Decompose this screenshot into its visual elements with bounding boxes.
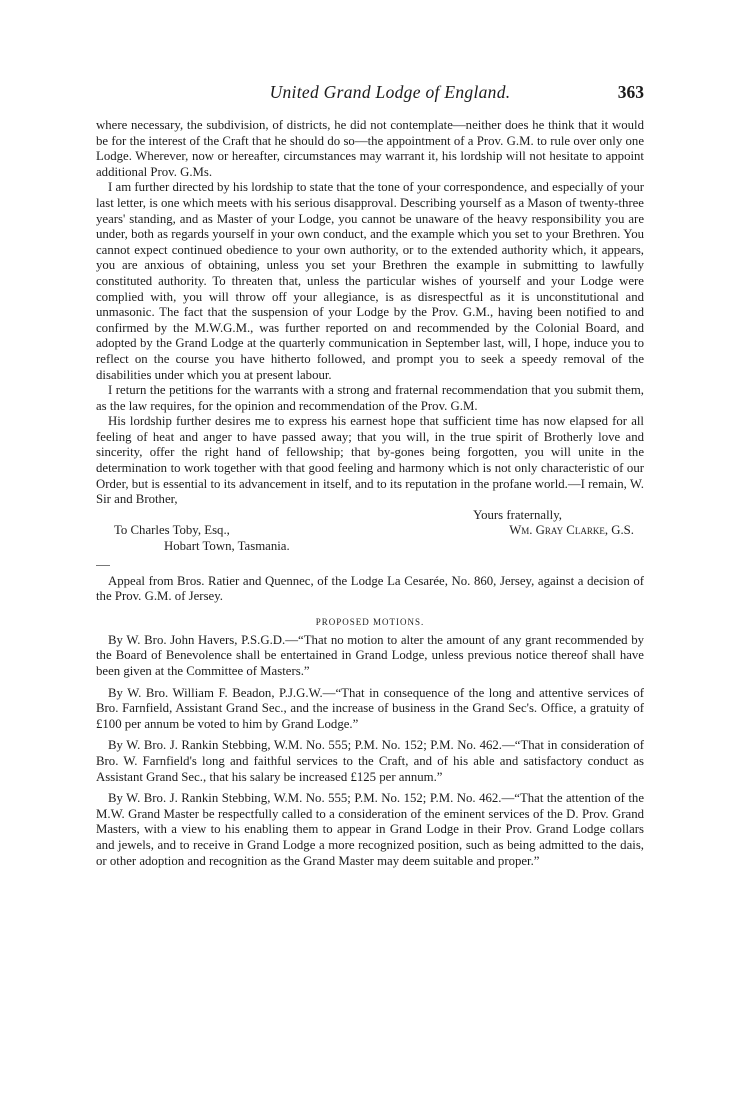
letter-author: Wm. Gray Clarke, G.S. [509,523,634,538]
motion-item: By W. Bro. John Havers, P.S.G.D.—“That no motion to alter the amount of any grant recommended by the Board of Benevolence shall be entertained in Grand Lodge, unless previous notice thereof shall have been given at the Committee of Masters.” [96,632,644,678]
running-title: United Grand Lodge of England. [269,82,511,102]
page-number: 363 [617,82,644,102]
letter-paragraph: I return the petitions for the warrants with a strong and fraternal recommendation that you submit them, as the law requires, for the opinion and recommendation of the Prov. G.M. [96,383,644,413]
section-divider [96,565,110,566]
signature-row [96,523,644,539]
motion-item: By W. Bro. J. Rankin Stebbing, W.M. No. 555; P.M. No. 152; P.M. No. 462.—“That the attention of the M.W. Grand Master be respectfully called to a consideration of the eminent services of the D. Prov. Grand Masters, with a view to his enabling them to appear in Grand Lodge in their Prov. Grand Lodge collars and jewels, and to receive in Grand Lodge a more recognized position, such as being admitted to the dais, or other adoption and recognition as the Grand Master may deem suitable and proper.” [96,791,644,868]
section-heading: PROPOSED MOTIONS. [315,616,425,627]
letter-closing: Yours fraternally, [473,507,562,522]
running-header [96,82,644,108]
letter-recipient: To Charles Toby, Esq., [114,523,230,538]
motions-list [96,633,644,869]
motion-item: By W. Bro. William F. Beadon, P.J.G.W.—“That in consequence of the long and attentive services of Bro. Farnfield, Assistant Grand Sec., and the increase of business in the Grand Sec's. Office, a gratuity of £100 per annum be voted to him by Grand Lodge.” [96,685,644,731]
letter-body [96,118,644,555]
letter-paragraph: I am further directed by his lordship to state that the tone of your correspondence, and especially of your last letter, is one which meets with his serious disapproval. Describing yourself as a Mason of twenty-three years' standing, and as Master of your Lodge, you cannot be unaware of the heavy responsibility you are under, both as regards yourself in your own conduct, and the example which you set to your Brethren. You cannot expect continued obedience to your own authority, or to the extended authority which, it appears, you are anxious of obtaining, unless you set your Brethren the example in submitting to lawfully constituted authority. To threaten that, unless the particular wishes of yourself and your Lodge were complied with, you will throw off your allegiance, is as disrespectful as it is unconstitutional and unmasonic. The fact that the suspension of your Lodge by the Prov. G.M., having been notified to and confirmed by the M.W.G.M., was further reported on and recommended by the Colonial Board, and adopted by the Grand Lodge at the quarterly communication in September last, will, I hope, induce you to reflect on the course you have hitherto followed, and prompt you to seek a speedy removal of the disabilities under which you at present labour. [96,180,644,382]
motion-item: By W. Bro. J. Rankin Stebbing, W.M. No. 555; P.M. No. 152; P.M. No. 462.—“That in consideration of Bro. W. Farnfield's long and faithful services to the Craft, and of his able and satisfactory conduct as Assistant Grand Sec., that his salary be increased £125 per annum.” [96,738,644,784]
book-page [96,82,644,875]
recipient-address: Hobart Town, Tasmania. [164,539,290,554]
letter-paragraph: His lordship further desires me to express his earnest hope that sufficient time has now elapsed for all feeling of heat and anger to have passed away; that you will, in the true spirit of Brotherly love and sincerity, offer the right hand of fellowship; that by-gones being forgotten, you will unite in the determination to work together with that good feeling and harmony which is not only characteristic of our Order, but is essential to its advancement in itself, and to its reputation in the profane world.—I remain, W. Sir and Brother, [96,414,644,507]
letter-paragraph: where necessary, the subdivision, of districts, he did not contemplate—neither does he think that it would be for the interest of the Craft that he should do so—the appointment of a Prov. G.M. to rule over only one Lodge. Wherever, now or hereafter, circumstances may warrant it, his lordship will not hesitate to appoint additional Prov. G.Ms. [96,118,644,179]
appeal-notice: Appeal from Bros. Ratier and Quennec, of the Lodge La Cesarée, No. 860, Jersey, against a decision of the Prov. G.M. of Jersey. [96,573,644,604]
